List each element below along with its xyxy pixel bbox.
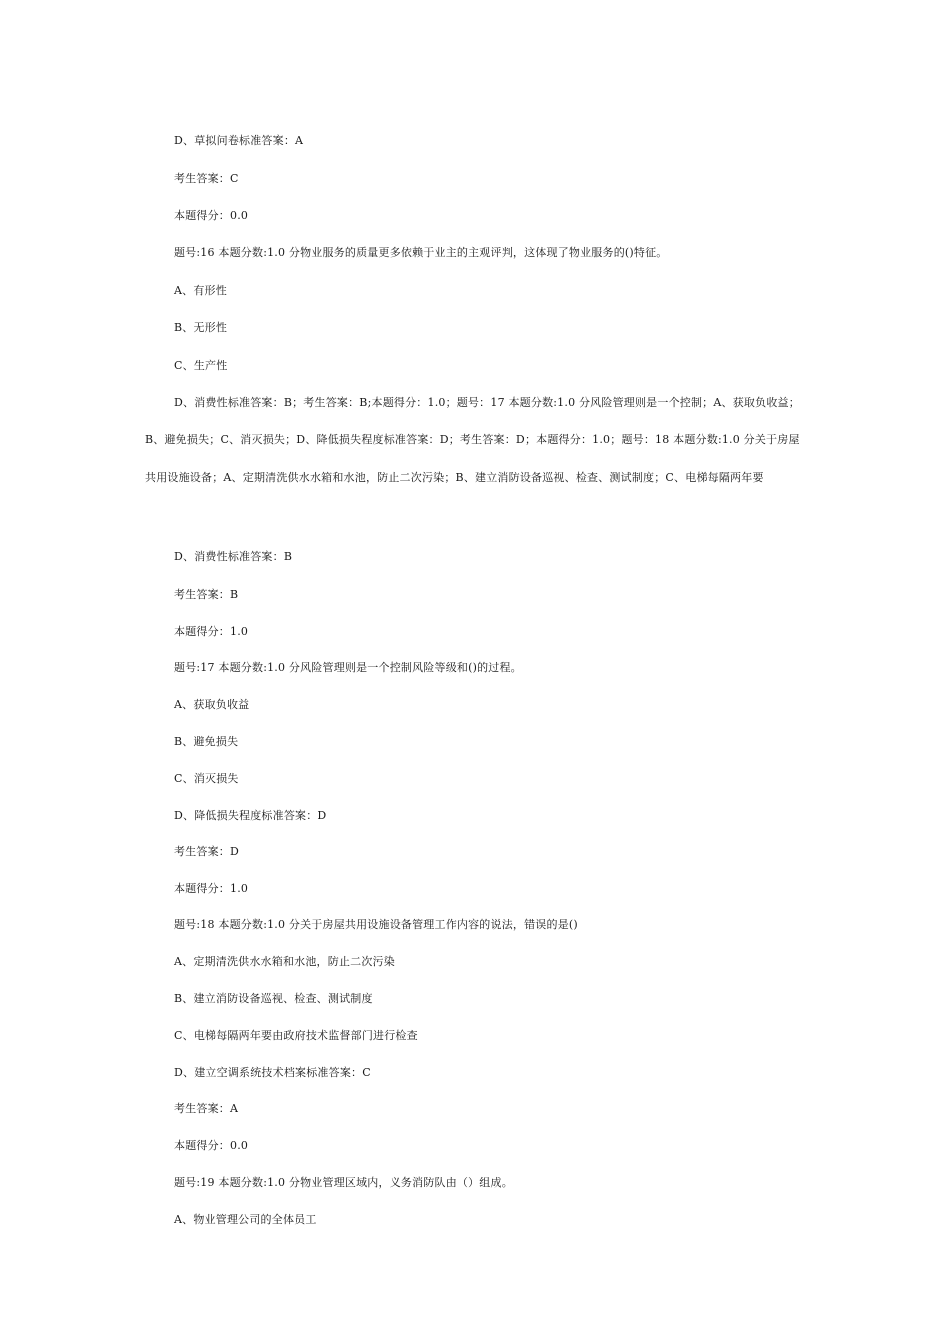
text-line: D、消费性标准答案：B；考生答案：B;本题得分：1.0；题号：17 本题分数:1.0 分风险管理则是一个控制；A、获取负收益； xyxy=(174,396,800,409)
text-line: A、定期清洗供水水箱和水池，防止二次污染 xyxy=(174,955,395,968)
text-line: A、获取负收益 xyxy=(174,698,250,711)
text-line: 本题得分：1.0 xyxy=(174,882,249,895)
text-line: D、消费性标准答案：B xyxy=(174,550,293,563)
text-line: B、建立消防设备巡视、检查、测试制度 xyxy=(174,992,373,1005)
text-line: 本题得分：1.0 xyxy=(174,625,249,638)
text-line: 题号:16 本题分数:1.0 分物业服务的质量更多依赖于业主的主观评判，这体现了物业服务的()特征。 xyxy=(174,246,668,259)
text-line: B、避免损失 xyxy=(174,735,239,748)
text-line: C、电梯每隔两年要由政府技术监督部门进行检查 xyxy=(174,1029,418,1042)
text-line: D、草拟问卷标准答案：A xyxy=(174,134,304,147)
text-line: 本题得分：0.0 xyxy=(174,209,249,222)
text-line: 考生答案：D xyxy=(174,845,240,858)
text-line: 题号:18 本题分数:1.0 分关于房屋共用设施设备管理工作内容的说法，错误的是() xyxy=(174,918,578,931)
text-line: A、有形性 xyxy=(174,284,227,297)
text-line: 考生答案：A xyxy=(174,1102,239,1115)
text-line: 题号:17 本题分数:1.0 分风险管理则是一个控制风险等级和()的过程。 xyxy=(174,661,522,674)
text-line: C、消灭损失 xyxy=(174,772,239,785)
text-line: 考生答案：B xyxy=(174,588,239,601)
text-line: 考生答案：C xyxy=(174,172,239,185)
text-line: D、建立空调系统技术档案标准答案：C xyxy=(174,1066,371,1079)
text-line: C、生产性 xyxy=(174,359,228,372)
text-line: D、降低损失程度标准答案：D xyxy=(174,809,327,822)
text-line: B、无形性 xyxy=(174,321,228,334)
text-line: 本题得分：0.0 xyxy=(174,1139,249,1152)
text-line: B、避免损失；C、消灭损失；D、降低损失程度标准答案：D；考生答案：D；本题得分：1.0；题号：18 本题分数:1.0 分关于房屋 xyxy=(145,433,800,446)
text-line: 题号:19 本题分数:1.0 分物业管理区域内，义务消防队由（）组成。 xyxy=(174,1176,513,1189)
text-line: 共用设施设备；A、定期清洗供水水箱和水池，防止二次污染；B、建立消防设备巡视、检查、测试制度；C、电梯每隔两年要 xyxy=(145,471,764,484)
text-line: A、物业管理公司的全体员工 xyxy=(174,1213,317,1226)
